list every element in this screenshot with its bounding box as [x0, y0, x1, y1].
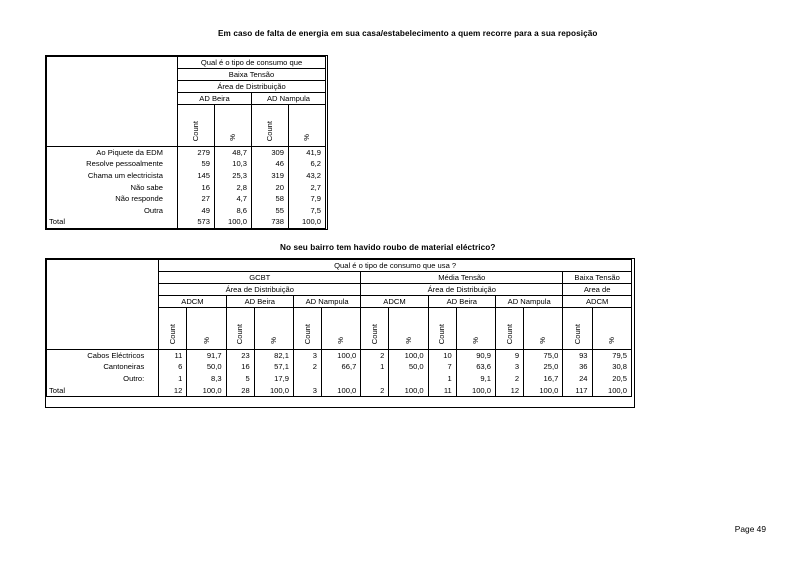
section-title-material-theft: No seu bairro tem havido roubo de material eléctrico?	[280, 243, 496, 252]
cell-value-total: 28	[226, 385, 254, 397]
row-label: Outra	[47, 205, 178, 217]
cell-value: 27	[178, 193, 215, 205]
cell-value-total: 100,0	[215, 217, 252, 229]
cell-value-total: 100,0	[456, 385, 495, 397]
cell-value: 43,2	[289, 170, 326, 182]
cell-value: 8,3	[187, 373, 226, 385]
cell-value: 63,6	[456, 362, 495, 374]
row-label: Resolve pessoalmente	[47, 159, 178, 171]
header-measure: %	[254, 308, 293, 350]
cell-value-total: 12	[495, 385, 523, 397]
cell-value-total: 100,0	[289, 217, 326, 229]
header-area-gcbt-nampula: AD Nampula	[293, 296, 360, 308]
header-measure: Count	[361, 308, 389, 350]
table-row	[47, 147, 326, 159]
cell-value: 55	[252, 205, 289, 217]
header-measure: Count	[159, 308, 187, 350]
cell-value: 2,7	[289, 182, 326, 194]
cell-value: 23	[226, 350, 254, 362]
cell-value: 36	[563, 362, 592, 374]
cell-value-total: 2	[361, 385, 389, 397]
row-label: Não sabe	[47, 182, 178, 194]
header-consumption-type: Qual é o tipo de consumo que usa ?	[159, 260, 632, 272]
header-measure: %	[524, 308, 563, 350]
cell-value: 20	[252, 182, 289, 194]
header-measure: %	[322, 308, 361, 350]
cell-value-total: 12	[159, 385, 187, 397]
row-label: Ao Piquete da EDM	[47, 147, 178, 159]
cell-value: 7,9	[289, 193, 326, 205]
header-measure: %	[456, 308, 495, 350]
cell-value-total: 117	[563, 385, 592, 397]
cell-value: 2	[361, 350, 389, 362]
cell-value: 24	[563, 373, 592, 385]
cell-value: 1	[428, 373, 456, 385]
header-group-baixa-tensao: Baixa Tensão	[563, 272, 632, 284]
header-measure: Count	[226, 308, 254, 350]
row-label-total: Total	[47, 385, 159, 397]
table-row	[47, 362, 632, 374]
cell-value-total: 738	[252, 217, 289, 229]
cell-value: 4,7	[215, 193, 252, 205]
cell-value	[361, 373, 389, 385]
header-measure: Count	[563, 308, 592, 350]
cell-value: 2	[495, 373, 523, 385]
table-row	[47, 159, 326, 171]
cell-value: 91,7	[187, 350, 226, 362]
cell-value: 17,9	[254, 373, 293, 385]
cell-value: 7,5	[289, 205, 326, 217]
header-area-gcbt-adcm: ADCM	[159, 296, 226, 308]
cell-value	[389, 373, 428, 385]
row-label-total: Total	[47, 217, 178, 229]
cell-value	[293, 373, 321, 385]
cell-value: 3	[495, 362, 523, 374]
cell-value: 100,0	[389, 350, 428, 362]
crosstab-energy-outage	[46, 56, 326, 229]
cell-value: 8,6	[215, 205, 252, 217]
cell-value: 46	[252, 159, 289, 171]
row-label: Cantoneiras	[47, 362, 159, 374]
header-baixa-tensao: Baixa Tensão	[178, 69, 326, 81]
corner-cell	[47, 57, 178, 147]
cell-value: 93	[563, 350, 592, 362]
cell-value: 7	[428, 362, 456, 374]
cell-value: 79,5	[592, 350, 631, 362]
header-consumption-type: Qual é o tipo de consumo que	[178, 57, 326, 69]
cell-value: 58	[252, 193, 289, 205]
cell-value-total: 100,0	[592, 385, 631, 397]
cell-value: 66,7	[322, 362, 361, 374]
cell-value: 49	[178, 205, 215, 217]
header-area-ad-beira: AD Beira	[178, 93, 252, 105]
cell-value: 11	[159, 350, 187, 362]
header-area-media-beira: AD Beira	[428, 296, 495, 308]
header-row-band1	[47, 260, 632, 272]
header-measure-count-nampula: Count	[252, 105, 289, 147]
cell-value-total: 573	[178, 217, 215, 229]
row-label: Outro:	[47, 373, 159, 385]
cell-value: 319	[252, 170, 289, 182]
header-area-distribuicao: Área de Distribuição	[178, 81, 326, 93]
header-measure: %	[592, 308, 631, 350]
cell-value: 57,1	[254, 362, 293, 374]
crosstab-material-theft	[46, 259, 632, 397]
cell-value: 50,0	[389, 362, 428, 374]
cell-value: 10,3	[215, 159, 252, 171]
table-row	[47, 373, 632, 385]
cell-value: 25,3	[215, 170, 252, 182]
cell-value	[322, 373, 361, 385]
header-measure: %	[187, 308, 226, 350]
cell-value: 75,0	[524, 350, 563, 362]
header-measure: Count	[293, 308, 321, 350]
table-row	[47, 170, 326, 182]
cell-value: 100,0	[322, 350, 361, 362]
header-subgroup-area-gcbt: Área de Distribuição	[159, 284, 361, 296]
cell-value-total: 100,0	[187, 385, 226, 397]
cell-value: 9	[495, 350, 523, 362]
table-row	[47, 205, 326, 217]
cell-value: 10	[428, 350, 456, 362]
cell-value: 309	[252, 147, 289, 159]
header-area-baixa-adcm: ADCM	[563, 296, 632, 308]
header-group-media-tensao: Média Tensão	[361, 272, 563, 284]
header-row-band1	[47, 57, 326, 69]
cell-value-total: 100,0	[389, 385, 428, 397]
header-measure-pct-beira: %	[215, 105, 252, 147]
header-measure: Count	[495, 308, 523, 350]
table-row-total	[47, 217, 326, 229]
row-label: Chama um electricista	[47, 170, 178, 182]
cell-value: 16	[178, 182, 215, 194]
cell-value: 9,1	[456, 373, 495, 385]
row-label: Não responde	[47, 193, 178, 205]
cell-value: 3	[293, 350, 321, 362]
table-row	[47, 182, 326, 194]
cell-value-total: 11	[428, 385, 456, 397]
cell-value: 25,0	[524, 362, 563, 374]
cell-value: 90,9	[456, 350, 495, 362]
cell-value: 279	[178, 147, 215, 159]
cell-value: 16,7	[524, 373, 563, 385]
cell-value: 2	[293, 362, 321, 374]
header-group-gcbt: GCBT	[159, 272, 361, 284]
header-measure-pct-nampula: %	[289, 105, 326, 147]
cell-value: 6,2	[289, 159, 326, 171]
cell-value-total: 3	[293, 385, 321, 397]
cell-value: 48,7	[215, 147, 252, 159]
cell-value: 1	[361, 362, 389, 374]
cell-value: 5	[226, 373, 254, 385]
table-row	[47, 193, 326, 205]
cell-value: 41,9	[289, 147, 326, 159]
corner-cell	[47, 260, 159, 350]
cell-value: 2,8	[215, 182, 252, 194]
header-area-media-adcm: ADCM	[361, 296, 428, 308]
cell-value: 82,1	[254, 350, 293, 362]
table-row	[47, 350, 632, 362]
row-label: Cabos Eléctricos	[47, 350, 159, 362]
cell-value: 6	[159, 362, 187, 374]
cell-value: 20,5	[592, 373, 631, 385]
section-title-energy-outage: Em caso de falta de energia em sua casa/estabelecimento a quem recorre para a sua reposição	[218, 29, 598, 38]
header-subgroup-area-baixa: Area de	[563, 284, 632, 296]
cell-value-total: 100,0	[524, 385, 563, 397]
cell-value: 1	[159, 373, 187, 385]
cell-value: 16	[226, 362, 254, 374]
header-area-gcbt-beira: AD Beira	[226, 296, 293, 308]
cell-value: 50,0	[187, 362, 226, 374]
page-footer: Page 49	[734, 524, 766, 534]
cell-value: 59	[178, 159, 215, 171]
header-subgroup-area-media: Área de Distribuição	[361, 284, 563, 296]
header-area-media-nampula: AD Nampula	[495, 296, 562, 308]
header-measure: Count	[428, 308, 456, 350]
cell-value: 145	[178, 170, 215, 182]
header-measure: %	[389, 308, 428, 350]
header-measure-count-beira: Count	[178, 105, 215, 147]
table-row-total	[47, 385, 632, 397]
cell-value-total: 100,0	[322, 385, 361, 397]
cell-value-total: 100,0	[254, 385, 293, 397]
cell-value: 30,8	[592, 362, 631, 374]
header-area-ad-nampula: AD Nampula	[252, 93, 326, 105]
